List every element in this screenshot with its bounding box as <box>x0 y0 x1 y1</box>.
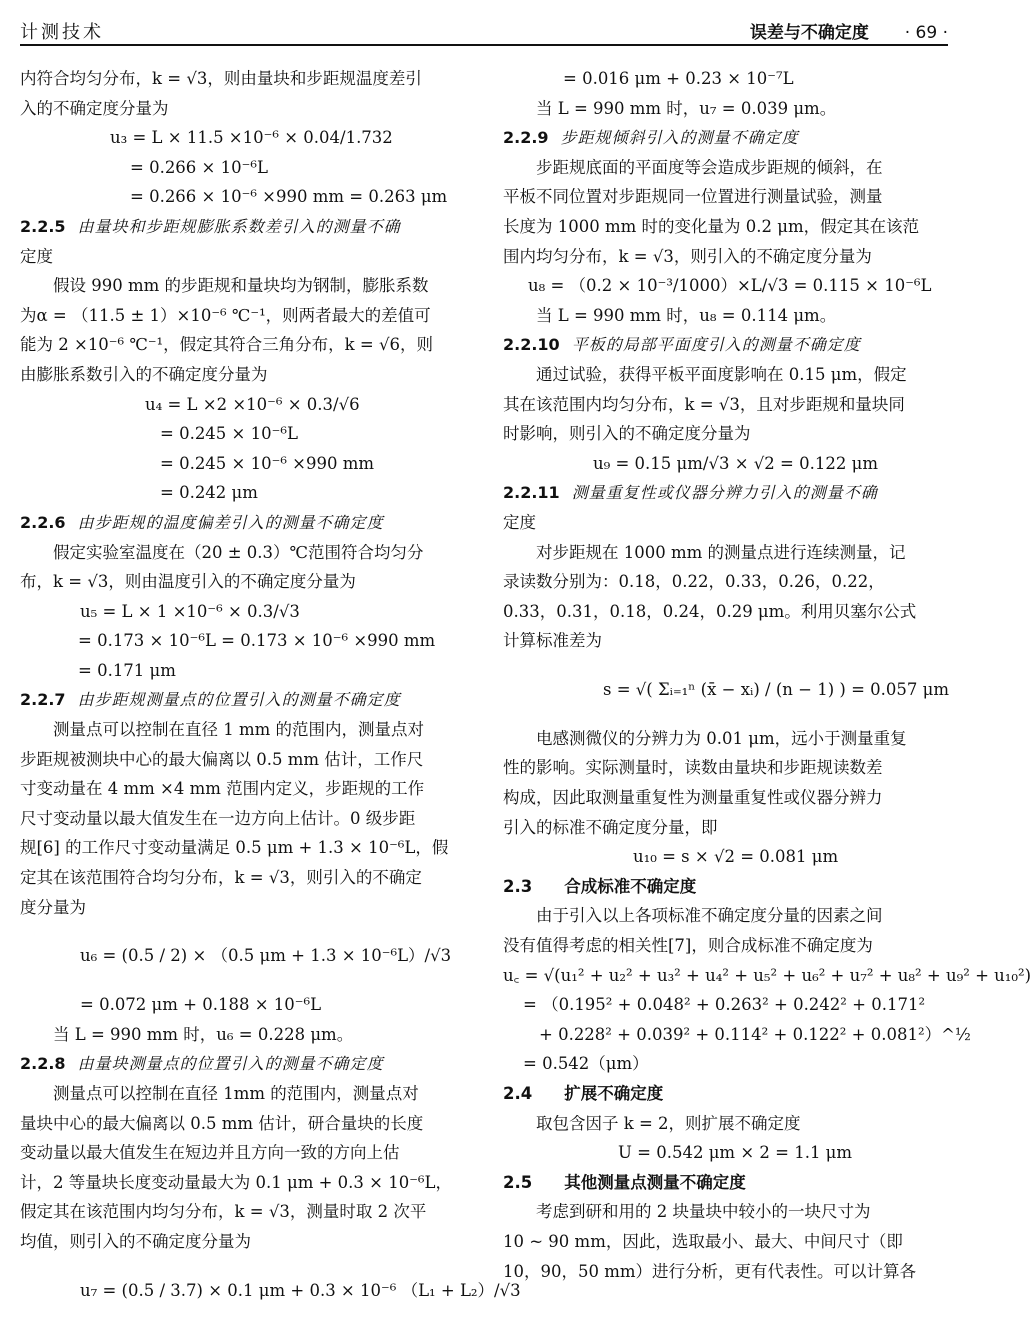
text-line: 引入的标准不确定度分量，即 <box>503 817 718 837</box>
section-number: 2.3 <box>503 876 533 896</box>
section-heading <box>20 212 467 242</box>
section-title: 误差与不确定度 <box>749 23 869 43</box>
running-header <box>0 0 968 44</box>
text-line: 均值，则引入的不确定度分量为 <box>20 1231 251 1251</box>
section-heading-text: 合成标准不确定度 <box>564 876 697 896</box>
section-heading-text: 由步距规测量点的位置引入的测量不确定度 <box>77 690 401 710</box>
formula-line: = 0.266 × 10⁻⁶ ×990 mm = 0.263 μm <box>130 187 448 207</box>
section-heading <box>503 478 950 508</box>
formula-line: s = √( Σᵢ₌₁ⁿ (x̄ − xᵢ) / (n − 1) ) = 0.057 μm <box>603 679 950 699</box>
section-number: 2.5 <box>503 1172 533 1192</box>
section-heading-text: 扩展不确定度 <box>564 1084 664 1103</box>
formula-line: u₅ = L × 1 ×10⁻⁶ × 0.3/√3 <box>80 601 300 621</box>
section-heading <box>503 872 950 902</box>
text-line: 其在该范围内均匀分布，k = √3，且对步距规和量块同 <box>503 394 905 414</box>
text-line: 当 L = 990 mm 时，u₇ = 0.039 μm。 <box>536 98 837 118</box>
text-line: 通过试验，获得平板平面度影响在 0.15 μm，假定 <box>536 364 907 384</box>
text-line: 假定实验室温度在（20 ± 0.3）℃范围符合均匀分 <box>53 542 424 562</box>
text-line: 定其在该范围符合均匀分布，k = √3，则引入的不确定 <box>20 868 422 888</box>
text-line: 规[6] 的工作尺寸变动量满足 0.5 μm + 1.3 × 10⁻⁶L，假 <box>20 838 449 858</box>
section-number: 2.2.5 <box>20 216 66 236</box>
text-line: 由膨胀系数引入的不确定度分量为 <box>20 364 268 384</box>
text-line: 由于引入以上各项标准不确定度分量的因素之间 <box>536 906 883 926</box>
text-line: 对步距规在 1000 mm 的测量点进行连续测量，记 <box>536 542 906 562</box>
section-heading <box>503 1168 950 1198</box>
formula-line: = 0.542（μm） <box>523 1054 649 1074</box>
text-line: 测量点可以控制在直径 1mm 的范围内，测量点对 <box>53 1084 419 1103</box>
section-number: 2.2.9 <box>503 128 549 148</box>
formula-line: = 0.242 μm <box>160 483 258 503</box>
section-number: 2.2.11 <box>503 483 560 503</box>
section-header <box>750 18 948 43</box>
formula-line: = （0.195² + 0.048² + 0.263² + 0.242² + 0.171² <box>523 995 926 1015</box>
section-number: 2.2.10 <box>503 335 560 355</box>
text-line: u꜀ = √(u₁² + u₂² + u₃² + u₄² + u₅² + u₆² + u₇² + u₈² + u₉² + u₁₀²) <box>503 965 1031 985</box>
left-column <box>20 64 521 1325</box>
section-heading-text: 由量块测量点的位置引入的测量不确定度 <box>77 1054 384 1074</box>
text-line: 假定其在该范围内均匀分布，k = √3，测量时取 2 次平 <box>20 1202 427 1222</box>
journal-name: 计测技术 <box>20 22 104 43</box>
text-line: 假设 990 mm 的步距规和量块均为钢制，膨胀系数 <box>53 276 429 296</box>
section-heading-text: 平板的局部平面度引入的测量不确定度 <box>571 335 861 355</box>
text-line: 计算标准差为 <box>503 631 602 651</box>
formula-line: = 0.173 × 10⁻⁶L = 0.173 × 10⁻⁶ ×990 mm <box>78 631 436 651</box>
formula-line: u₁₀ = s × √2 = 0.081 μm <box>633 847 839 867</box>
text-line: 录读数分别为：0.18，0.22，0.33，0.26，0.22， <box>503 572 885 592</box>
section-heading-text: 测量重复性或仪器分辨力引入的测量不确 <box>571 483 878 503</box>
formula-line: U = 0.542 μm × 2 = 1.1 μm <box>618 1143 853 1163</box>
formula-line: u₈ = （0.2 × 10⁻³/1000）×L/√3 = 0.115 × 10⁻⁶L <box>528 276 932 296</box>
text-line: 尺寸变动量以最大值发生在一边方向上估计。0 级步距 <box>20 808 416 828</box>
text-line: 电感测微仪的分辨力为 0.01 μm，远小于测量重复 <box>536 728 907 748</box>
text-line: 变动量以最大值发生在短边并且方向一致的方向上估 <box>20 1143 400 1163</box>
formula-line: = 0.072 μm + 0.188 × 10⁻⁶L <box>80 995 322 1015</box>
text-line: 性的影响。实际测量时，读数由量块和步距规读数差 <box>503 758 883 778</box>
header-rule <box>20 44 948 46</box>
text-line: 入的不确定度分量为 <box>20 98 169 118</box>
section-number: 2.2.8 <box>20 1054 66 1074</box>
section-heading <box>503 330 950 360</box>
text-line: 能为 2 ×10⁻⁶ ℃⁻¹，假定其符合三角分布，k = √6，则 <box>20 335 433 355</box>
text-line: 0.33，0.31，0.18，0.24，0.29 μm。利用贝塞尔公式 <box>503 601 917 621</box>
text-line: 当 L = 990 mm 时，u₈ = 0.114 μm。 <box>536 305 837 325</box>
section-number: 2.2.6 <box>20 512 66 532</box>
section-number: 2.4 <box>503 1084 533 1103</box>
section-heading-text: 由步距规的温度偏差引入的测量不确定度 <box>77 512 384 532</box>
text-line: 构成，因此取测量重复性为测量重复性或仪器分辨力 <box>503 788 883 808</box>
text-line: 围内均匀分布，k = √3，则引入的不确定度分量为 <box>503 246 872 266</box>
section-number: 2.2.7 <box>20 690 66 710</box>
text-line: 量块中心的最大偏离以 0.5 mm 估计，研合量块的长度 <box>20 1113 424 1133</box>
formula-line: u₃ = L × 11.5 ×10⁻⁶ × 0.04/1.732 <box>110 128 393 148</box>
formula-line: u₇ = (0.5 / 3.7) × 0.1 μm + 0.3 × 10⁻⁶ （L₁ + L₂）/√3 <box>80 1280 521 1300</box>
text-line: 定度 <box>503 512 536 532</box>
formula-line: = 0.171 μm <box>78 660 176 680</box>
text-line: 步距规被测块中心的最大偏离以 0.5 mm 估计，工作尺 <box>20 749 424 769</box>
text-line: 时影响，则引入的不确定度分量为 <box>503 424 751 444</box>
text-line: 度分量为 <box>20 897 86 917</box>
text-line: 当 L = 990 mm 时，u₆ = 0.228 μm。 <box>53 1024 354 1044</box>
text-line: 没有值得考虑的相关性[7]，则合成标准不确定度为 <box>503 936 873 956</box>
text-line: 取包含因子 k = 2，则扩展不确定度 <box>536 1113 801 1133</box>
formula-line: = 0.016 μm + 0.23 × 10⁻⁷L <box>563 69 794 88</box>
section-heading <box>20 508 467 538</box>
text-line: 考虑到研和用的 2 块量块中较小的一块尺寸为 <box>536 1202 871 1222</box>
formula-line: = 0.266 × 10⁻⁶L <box>130 157 268 177</box>
formula-line: = 0.245 × 10⁻⁶L <box>160 424 298 444</box>
page-number: · 69 · <box>904 23 948 43</box>
text-line: 平板不同位置对步距规同一位置进行测量试验，测量 <box>503 187 883 207</box>
text-line: 长度为 1000 mm 时的变化量为 0.2 μm，假定其在该范 <box>503 216 920 236</box>
formula-line: u₆ = (0.5 / 2) × （0.5 μm + 1.3 × 10⁻⁶L）/√3 <box>80 946 452 966</box>
section-heading <box>20 1049 467 1079</box>
section-heading <box>20 685 467 715</box>
text-line: 计，2 等量块长度变动量最大为 0.1 μm + 0.3 × 10⁻⁶L， <box>20 1172 452 1192</box>
section-heading <box>503 1079 950 1109</box>
text-line: 内符合均匀分布，k = √3，则由量块和步距规温度差引 <box>20 69 422 88</box>
text-line: 定度 <box>20 246 53 266</box>
text-line: 寸变动量在 4 mm ×4 mm 范围内定义，步距规的工作 <box>20 779 425 799</box>
section-heading <box>503 123 950 153</box>
formula-line: = 0.245 × 10⁻⁶ ×990 mm <box>160 453 375 473</box>
section-heading-text: 步距规倾斜引入的测量不确定度 <box>560 128 799 148</box>
text-line: 为α = （11.5 ± 1）×10⁻⁶ ℃⁻¹，则两者最大的差值可 <box>20 305 431 325</box>
text-line: 测量点可以控制在直径 1 mm 的范围内，测量点对 <box>53 720 425 740</box>
right-column <box>503 64 1031 1286</box>
section-heading-text: 由量块和步距规膨胀系数差引入的测量不确 <box>77 216 401 236</box>
formula-line: u₄ = L ×2 ×10⁻⁶ × 0.3/√6 <box>145 394 360 414</box>
formula-line: u₉ = 0.15 μm/√3 × √2 = 0.122 μm <box>593 453 878 473</box>
text-line: 10 ~ 90 mm，因此，选取最小、最大、中间尺寸（即 <box>503 1231 903 1251</box>
formula-line: + 0.228² + 0.039² + 0.114² + 0.122² + 0.081²）^½ <box>539 1024 971 1044</box>
text-line: 布，k = √3，则由温度引入的不确定度分量为 <box>20 572 356 592</box>
section-heading-text: 其他测量点测量不确定度 <box>564 1172 746 1192</box>
text-line: 10，90，50 mm）进行分析，更有代表性。可以计算各 <box>503 1261 917 1281</box>
text-line: 步距规底面的平面度等会造成步距规的倾斜，在 <box>536 157 883 177</box>
